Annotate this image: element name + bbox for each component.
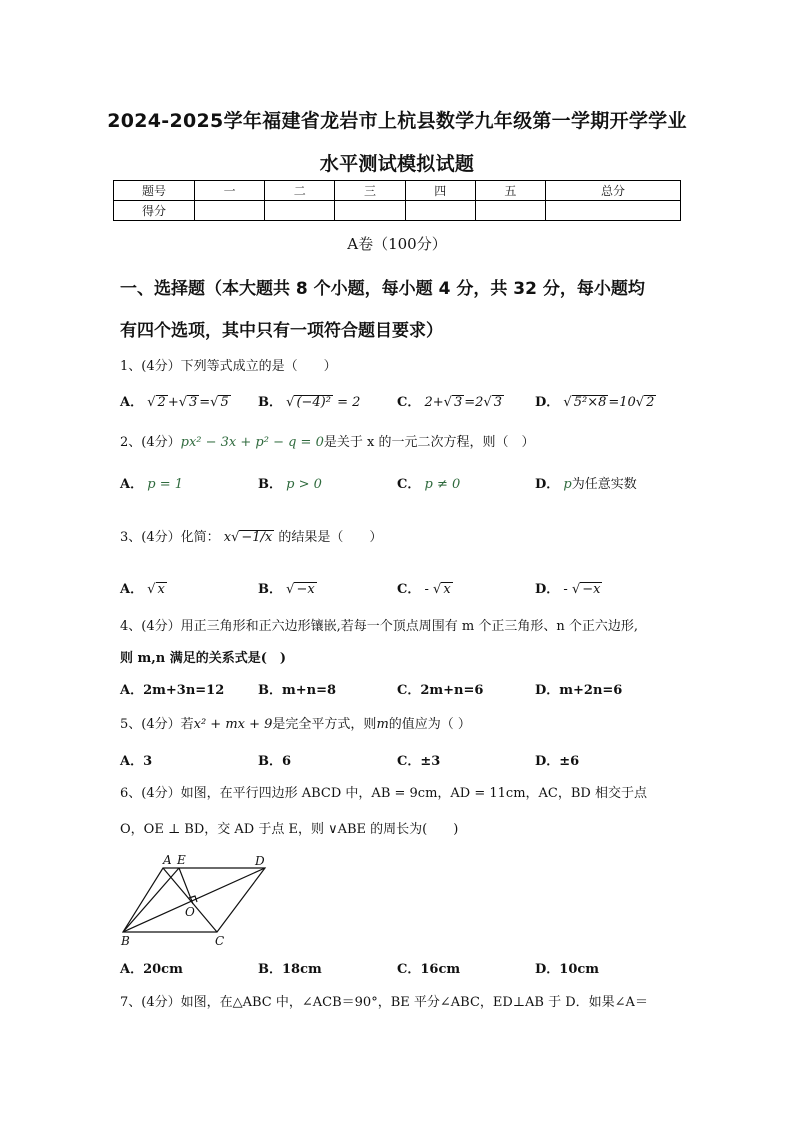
option-math: p > 0 — [286, 477, 322, 492]
q3-stem: 3、(4分）化简： x√ −1/x 的结果是（ ） — [120, 530, 383, 545]
figure-label-a: A — [163, 853, 172, 867]
q6-option-b[interactable]: B．18cm — [258, 962, 322, 977]
option-math: p — [563, 477, 572, 492]
score-cell[interactable] — [405, 201, 475, 221]
option-label: A． — [120, 582, 144, 597]
score-cell[interactable] — [546, 201, 681, 221]
q2-option-d[interactable] — [535, 473, 637, 492]
option-label: C． — [397, 582, 421, 597]
option-label: C． — [397, 477, 421, 492]
document-title-line1: 2024-2025学年福建省龙岩市上杭县数学九年级第一学期开学学业 — [107, 110, 687, 132]
score-cell[interactable] — [195, 201, 265, 221]
q5-option-c[interactable]: C．±3 — [397, 754, 441, 769]
figure-label-o: O — [185, 905, 195, 919]
q1-option-b[interactable]: B． √ (−4)² = 2 — [258, 395, 361, 410]
q6-option-a[interactable]: A．20cm — [120, 962, 183, 977]
q2-option-b[interactable] — [258, 473, 322, 492]
q5-option-d[interactable]: D．±6 — [535, 754, 580, 769]
figure-label-e: E — [177, 853, 186, 867]
q2-prefix: 2、(4分） — [120, 435, 181, 450]
q2-stem — [120, 431, 534, 450]
q1-stem: 1、(4分）下列等式成立的是（ ） — [120, 359, 337, 374]
q2-suffix: 是关于 x 的一元二次方程，则（ ） — [323, 435, 535, 450]
table-row — [114, 201, 681, 221]
figure-label-d: D — [255, 854, 265, 868]
q4-option-c[interactable]: C．2m+n=6 — [397, 683, 484, 698]
q4-stem-line2: 则 m,n 满足的关系式是( ) — [120, 651, 287, 666]
table-header-cell: 二 — [265, 181, 335, 201]
q1-option-d[interactable]: D． √ 5²×8 =10√ 2 — [535, 395, 655, 410]
q5-mid: 是完全平方式，则 — [272, 717, 377, 732]
q4-stem-line1: 4、(4分）用正三角形和正六边形镶嵌,若每一个顶点周围有 m 个正三角形、n 个正六边形, — [120, 619, 638, 634]
q3-suffix: 的结果是（ ） — [278, 530, 383, 545]
q3-option-a[interactable]: A． √ x — [120, 582, 165, 597]
section-a-heading: A卷（100分） — [347, 235, 447, 253]
q5-suffix: 的值应为（ ） — [388, 717, 471, 732]
q6-stem-line1: 6、(4分）如图，在平行四边形 ABCD 中，AB = 9cm，AD = 11cm，AC，BD 相交于点 — [120, 786, 647, 801]
score-cell[interactable] — [475, 201, 545, 221]
q6-stem-line2: O，OE ⊥ BD，交 AD 于点 E，则 ∨ABE 的周长为( ) — [120, 822, 459, 837]
table-row — [114, 181, 681, 201]
option-label: D． — [535, 477, 560, 492]
option-label: D． — [535, 395, 560, 410]
q4-option-d[interactable]: D．m+2n=6 — [535, 683, 623, 698]
table-header-cell: 一 — [195, 181, 265, 201]
option-label: C． — [397, 395, 421, 410]
q2-option-a[interactable] — [120, 473, 183, 492]
table-header-cell: 总分 — [546, 181, 681, 201]
q6-option-d[interactable]: D．10cm — [535, 962, 600, 977]
figure-label-b: B — [121, 934, 130, 948]
q5-option-b[interactable]: B．6 — [258, 754, 292, 769]
table-row-label: 得分 — [114, 201, 195, 221]
score-cell[interactable] — [265, 201, 335, 221]
parallelogram-figure — [115, 850, 285, 950]
option-label: B． — [258, 582, 282, 597]
table-header-cell: 题号 — [114, 181, 195, 201]
section1-heading-line1: 一、选择题（本大题共 8 个小题，每小题 4 分，共 32 分，每小题均 — [120, 279, 645, 299]
q3-option-b[interactable]: B． √ −x — [258, 582, 315, 597]
figure-label-c: C — [215, 934, 225, 948]
q4-option-a[interactable]: A．2m+3n=12 — [120, 683, 225, 698]
option-label: A． — [120, 395, 144, 410]
q5-expression: x² + mx + 9 — [193, 717, 273, 732]
q4-option-b[interactable]: B．m+n=8 — [258, 683, 337, 698]
table-header-cell: 三 — [335, 181, 405, 201]
option-label: D． — [535, 582, 560, 597]
option-label: B． — [258, 395, 282, 410]
q5-variable: m — [376, 717, 389, 732]
document-title-line2: 水平测试模拟试题 — [319, 153, 475, 175]
option-label: B． — [258, 477, 282, 492]
q5-option-a[interactable]: A．3 — [120, 754, 153, 769]
q2-option-c[interactable] — [397, 473, 460, 492]
option-math: p ≠ 0 — [424, 477, 461, 492]
option-label: A． — [120, 477, 144, 492]
table-header-cell: 四 — [405, 181, 475, 201]
q3-prefix: 3、(4分）化简： — [120, 530, 220, 545]
q1-option-a[interactable]: A． √ 2 +√ 3 =√ 5 — [120, 395, 229, 410]
q6-option-c[interactable]: C．16cm — [397, 962, 461, 977]
q2-equation: px² − 3x + p² − q = 0 — [180, 435, 324, 450]
section1-heading-line2: 有四个选项，其中只有一项符合题目要求） — [120, 321, 443, 341]
table-header-cell: 五 — [475, 181, 545, 201]
q5-stem — [120, 713, 471, 732]
score-table — [113, 180, 681, 221]
q1-option-c[interactable]: C． 2+√ 3 =2√ 3 — [397, 395, 502, 410]
option-math: p = 1 — [147, 477, 183, 492]
q5-prefix: 5、(4分）若 — [120, 717, 194, 732]
q3-option-d[interactable]: D． - √ −x — [535, 582, 601, 597]
score-cell[interactable] — [335, 201, 405, 221]
option-text: 为任意实数 — [571, 477, 637, 492]
q3-option-c[interactable]: C． - √ x — [397, 582, 451, 597]
q7-stem-line1: 7、(4分）如图，在△ABC 中，∠ACB＝90°，BE 平分∠ABC，ED⊥AB 于 D．如果∠A＝ — [120, 995, 648, 1010]
